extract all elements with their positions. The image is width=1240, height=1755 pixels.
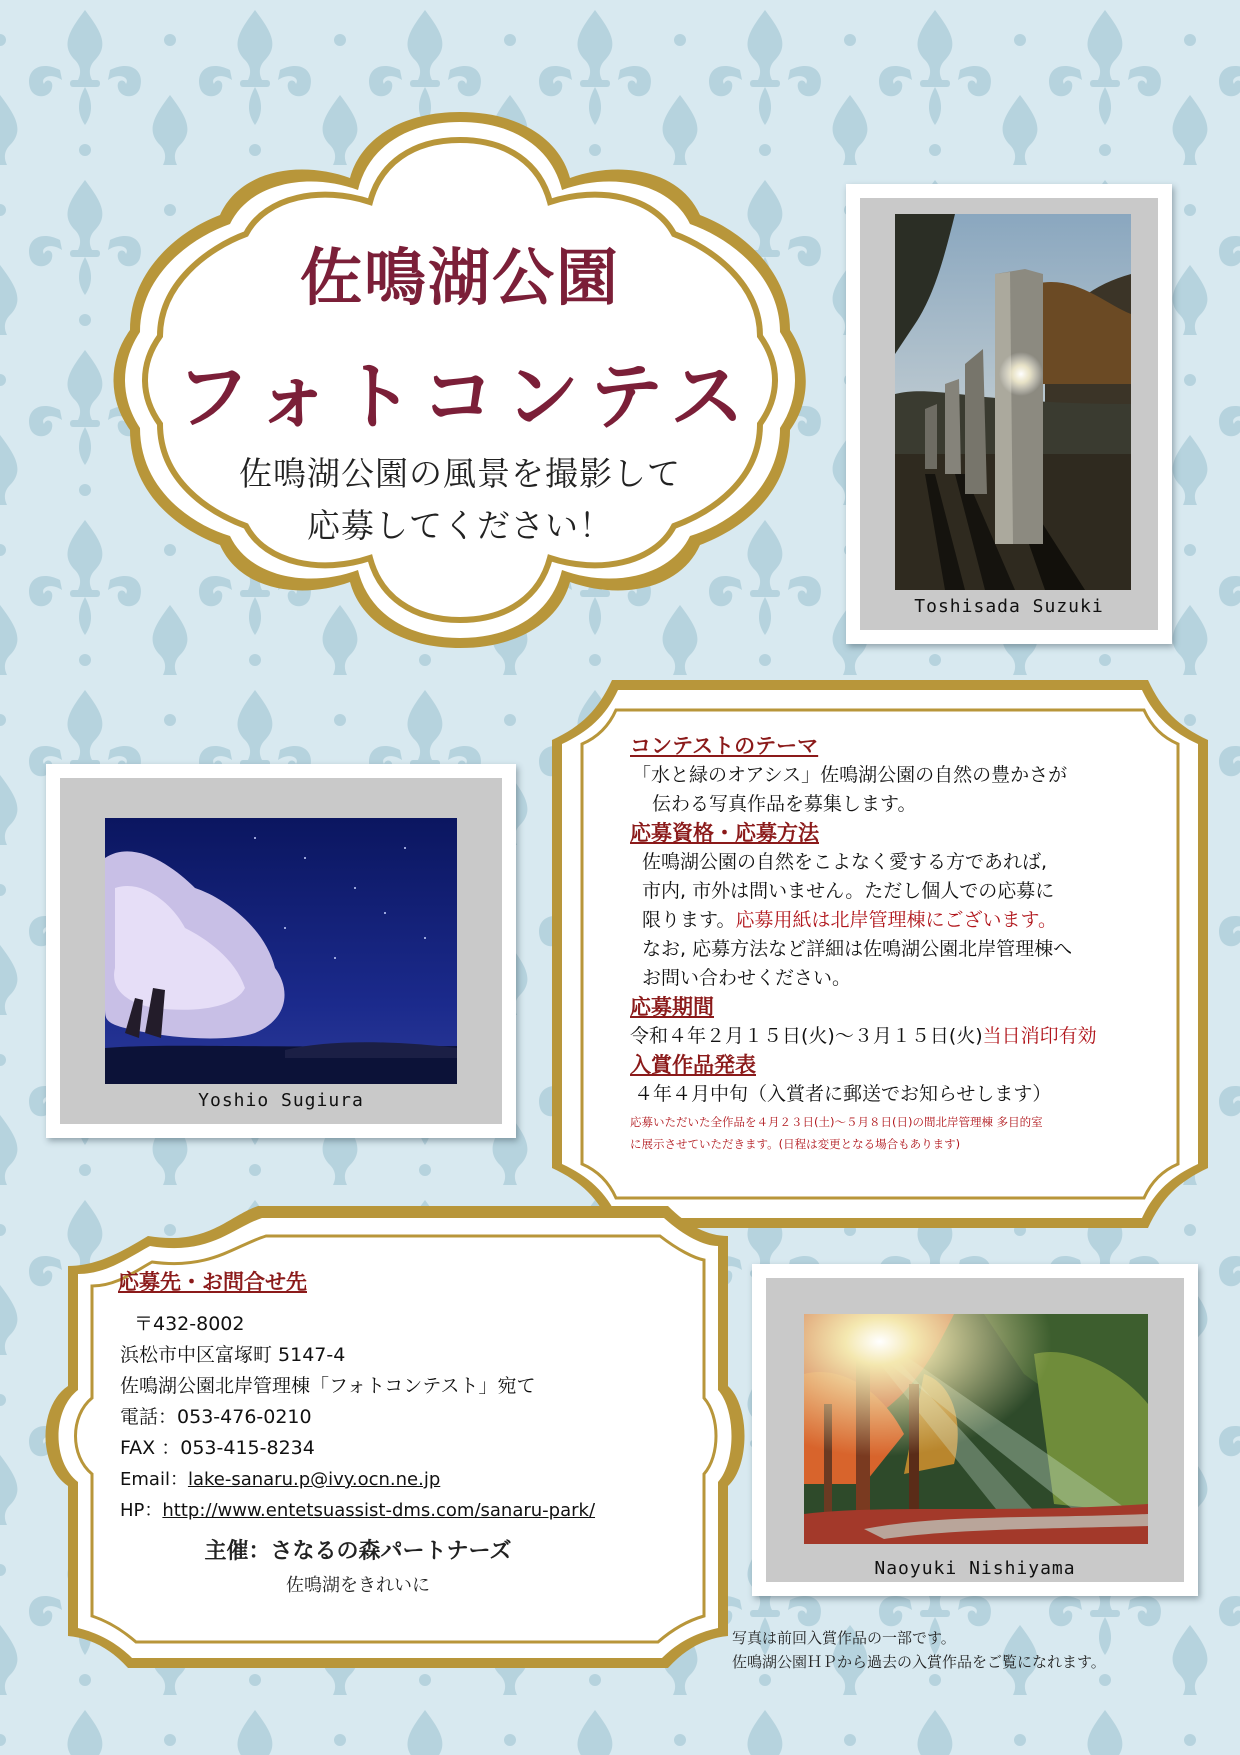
subtitle-line2: 応募してください！ <box>307 506 613 545</box>
postal-code: 〒432-8002 <box>134 1313 245 1335</box>
award-heading: 入賞作品発表 <box>630 1053 756 1077</box>
hp-label: HP： <box>120 1500 163 1521</box>
organizer: 主催：さなるの森パートナーズ <box>204 1539 512 1564</box>
eligibility-heading: 応募資格・応募方法 <box>630 821 819 845</box>
eligibility-text-1: 佐鳴湖公園の自然をこよなく愛する方であれば, <box>642 851 1048 873</box>
address: 浜松市中区富塚町 5147-4 <box>120 1344 346 1366</box>
photo-frame-3 <box>752 1264 1198 1596</box>
photo-monuments <box>895 214 1131 590</box>
email-link[interactable]: lake-sanaru.p@ivy.ocn.ne.jp <box>187 1469 441 1490</box>
theme-text-2: 伝わる写真作品を募集します。 <box>652 793 917 815</box>
photo-credit-2: Yoshio Sugiura <box>198 1090 364 1111</box>
photo-credit-1: Toshisada Suzuki <box>914 596 1104 617</box>
period-heading: 応募期間 <box>630 995 714 1019</box>
fax-number: 053-415-8234 <box>180 1437 315 1459</box>
footer-note <box>732 1626 1232 1674</box>
footer-note-2: 佐鳴湖公園ＨＰから過去の入賞作品をご覧になれます。 <box>732 1653 1106 1671</box>
tel-label: 電話： <box>120 1406 178 1428</box>
contact-heading: 応募先・お問合せ先 <box>118 1270 307 1294</box>
eligibility-text-4: なお, 応募方法など詳細は佐鳴湖公園北岸管理棟へ <box>642 938 1073 960</box>
addressee: 佐鳴湖公園北岸管理棟「フォトコンテスト」宛て <box>120 1375 536 1397</box>
theme-text-1: 「水と緑のオアシス」佐鳴湖公園の自然の豊かさが <box>632 764 1068 786</box>
title-line1: 佐鳴湖公園 <box>299 241 620 314</box>
application-form-note: 応募用紙は北岸管理棟にございます。 <box>735 909 1057 931</box>
info-panel <box>630 732 1170 1155</box>
subtitle-line1: 佐鳴湖公園の風景を撮影して <box>239 454 681 493</box>
homepage-link[interactable]: http://www.entetsuassist-dms.com/sanaru-park/ <box>162 1500 596 1521</box>
theme-heading: コンテストのテーマ <box>630 734 819 758</box>
photo-credit-3: Naoyuki Nishiyama <box>874 1558 1076 1579</box>
eligibility-text-2: 市内, 市外は問いません。ただし個人での応募に <box>642 880 1055 902</box>
photo-frame-2 <box>46 764 516 1138</box>
eligibility-text-3a: 限ります。 <box>642 909 736 931</box>
photo-frame-1 <box>846 184 1172 644</box>
period-text: 令和４年２月１５日(火)～３月１５日(火) <box>630 1025 983 1047</box>
organizer-sub: 佐鳴湖をきれいに <box>286 1575 430 1596</box>
email-label: Email： <box>120 1469 188 1490</box>
period-line <box>630 1022 1170 1051</box>
postmark-note: 当日消印有効 <box>982 1025 1097 1047</box>
footer-note-1: 写真は前回入賞作品の一部です。 <box>732 1629 956 1647</box>
photo-night-cherry <box>105 818 457 1084</box>
title-line2: フォトコンテス <box>175 354 755 440</box>
exhibit-note-1: 応募いただいた全作品を４月２３日(土)～５月８日(日)の間北岸管理棟 多目的室 <box>630 1115 1043 1129</box>
eligibility-text-3 <box>630 906 1170 935</box>
fax-label: FAX ： <box>120 1437 181 1459</box>
award-text: ４年４月中旬（入賞者に郵送でお知らせします） <box>634 1083 1052 1105</box>
contact-panel <box>118 1268 718 1597</box>
eligibility-text-5: お問い合わせください。 <box>642 967 852 989</box>
exhibit-note-2: に展示させていただきます。(日程は変更となる場合もあります) <box>630 1137 961 1151</box>
photo-autumn-forest <box>804 1314 1148 1544</box>
tel-number: 053-476-0210 <box>177 1406 312 1428</box>
